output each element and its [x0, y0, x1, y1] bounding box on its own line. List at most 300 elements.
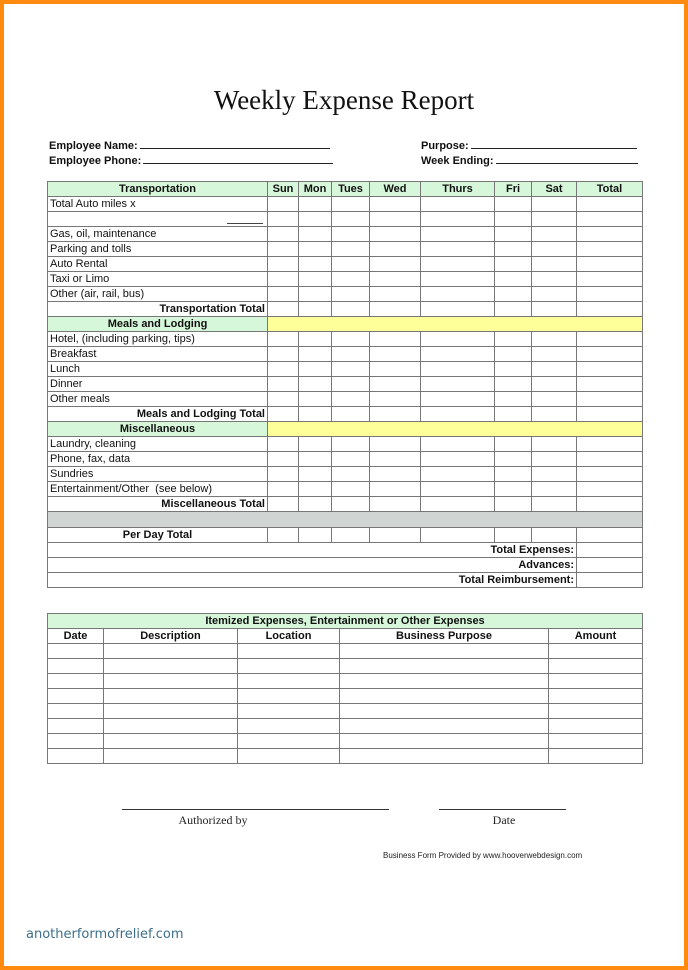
misc-yellow-band — [268, 422, 643, 437]
cell-mon[interactable] — [299, 392, 332, 407]
table-row — [48, 347, 643, 362]
date-label: Date — [492, 813, 516, 827]
cell-tues[interactable] — [332, 377, 370, 392]
cell-thurs[interactable] — [421, 452, 495, 467]
cell-mon[interactable] — [299, 257, 332, 272]
col-header-location: Location — [238, 629, 340, 644]
employee-name-field[interactable] — [49, 137, 330, 152]
employee-name-label: Employee Name: — [49, 140, 138, 152]
cell-thurs[interactable] — [421, 528, 495, 543]
cell-tues[interactable] — [332, 212, 370, 227]
cell-wed[interactable] — [370, 197, 421, 212]
employee-phone-field[interactable] — [49, 152, 333, 167]
authorized-by-signature-line[interactable] — [122, 809, 389, 810]
expense-table-header — [48, 182, 643, 197]
cell-location[interactable] — [238, 659, 340, 674]
cell-mon[interactable] — [299, 347, 332, 362]
col-header-thurs: Thurs — [421, 182, 495, 197]
cell-sat[interactable] — [532, 197, 577, 212]
cell-date[interactable] — [48, 644, 104, 659]
row-label: Gas, oil, maintenance — [48, 227, 268, 242]
cell-fri[interactable] — [495, 497, 532, 512]
cell-sun[interactable] — [268, 528, 299, 543]
table-row — [48, 689, 643, 704]
cell-sun[interactable] — [268, 227, 299, 242]
cell-sat[interactable] — [532, 362, 577, 377]
cell-sun[interactable] — [268, 197, 299, 212]
cell-wed[interactable] — [370, 347, 421, 362]
cell-sun[interactable] — [268, 437, 299, 452]
cell-total[interactable] — [577, 197, 643, 212]
cell-total[interactable] — [577, 272, 643, 287]
table-row — [48, 257, 643, 272]
cell-tues[interactable] — [332, 227, 370, 242]
cell-amount[interactable] — [549, 719, 643, 734]
cell-total[interactable] — [577, 302, 643, 317]
cell-total[interactable] — [577, 482, 643, 497]
cell-fri[interactable] — [495, 332, 532, 347]
cell-mon[interactable] — [299, 242, 332, 257]
cell-tues[interactable] — [332, 528, 370, 543]
itemized-expenses-table — [47, 613, 643, 764]
cell-tues[interactable] — [332, 242, 370, 257]
itemized-title: Itemized Expenses, Entertainment or Other Expenses — [48, 614, 643, 629]
table-row — [48, 674, 643, 689]
cell-business-purpose[interactable] — [340, 689, 549, 704]
cell-description[interactable] — [104, 674, 238, 689]
cell-total[interactable] — [577, 377, 643, 392]
cell-date[interactable] — [48, 659, 104, 674]
cell-wed[interactable] — [370, 467, 421, 482]
cell-sat[interactable] — [532, 302, 577, 317]
table-row — [48, 197, 643, 212]
cell-tues[interactable] — [332, 497, 370, 512]
cell-mon[interactable] — [299, 302, 332, 317]
cell-sun[interactable] — [268, 332, 299, 347]
table-row — [48, 242, 643, 257]
table-row — [48, 287, 643, 302]
cell-thurs[interactable] — [421, 497, 495, 512]
cell-wed[interactable] — [370, 362, 421, 377]
cell-sat[interactable] — [532, 287, 577, 302]
per-day-total-label: Per Day Total — [48, 528, 268, 543]
cell-sun[interactable] — [268, 467, 299, 482]
total-expenses-label: Total Expenses: — [48, 543, 577, 558]
cell-business-purpose[interactable] — [340, 644, 549, 659]
expense-table — [47, 181, 643, 588]
cell-thurs[interactable] — [421, 467, 495, 482]
cell-thurs[interactable] — [421, 242, 495, 257]
row-label: Other meals — [48, 392, 268, 407]
cell-description[interactable] — [104, 689, 238, 704]
cell-amount[interactable] — [549, 674, 643, 689]
cell-sat[interactable] — [532, 452, 577, 467]
cell-tues[interactable] — [332, 362, 370, 377]
cell-business-purpose[interactable] — [340, 659, 549, 674]
cell-thurs[interactable] — [421, 347, 495, 362]
cell-mon[interactable] — [299, 482, 332, 497]
cell-amount[interactable] — [549, 659, 643, 674]
table-row — [48, 272, 643, 287]
cell-tues[interactable] — [332, 347, 370, 362]
cell-wed[interactable] — [370, 452, 421, 467]
cell-wed[interactable] — [370, 528, 421, 543]
cell-amount[interactable] — [549, 644, 643, 659]
cell-sat[interactable] — [532, 242, 577, 257]
table-row — [48, 482, 643, 497]
cell-tues[interactable] — [332, 272, 370, 287]
col-header-date: Date — [48, 629, 104, 644]
cell-location[interactable] — [238, 704, 340, 719]
cell-business-purpose[interactable] — [340, 704, 549, 719]
cell-sun[interactable] — [268, 347, 299, 362]
cell-wed[interactable] — [370, 497, 421, 512]
table-row — [48, 362, 643, 377]
cell-wed[interactable] — [370, 377, 421, 392]
cell-fri[interactable] — [495, 197, 532, 212]
cell-amount[interactable] — [549, 704, 643, 719]
table-row — [48, 704, 643, 719]
advances-label: Advances: — [48, 558, 577, 573]
cell-mon[interactable] — [299, 407, 332, 422]
table-row — [48, 437, 643, 452]
miles-rate-cell[interactable] — [48, 212, 268, 227]
cell-sun[interactable] — [268, 497, 299, 512]
cell-total[interactable] — [577, 227, 643, 242]
cell-sun[interactable] — [268, 257, 299, 272]
cell-sat[interactable] — [532, 497, 577, 512]
cell-sun[interactable] — [268, 377, 299, 392]
cell-thurs[interactable] — [421, 332, 495, 347]
cell-thurs[interactable] — [421, 392, 495, 407]
cell-thurs[interactable] — [421, 272, 495, 287]
cell-tues[interactable] — [332, 392, 370, 407]
cell-thurs[interactable] — [421, 212, 495, 227]
total-reimbursement-label: Total Reimbursement: — [48, 573, 577, 588]
itemized-header-row — [48, 629, 643, 644]
cell-tues[interactable] — [332, 302, 370, 317]
cell-fri[interactable] — [495, 482, 532, 497]
cell-description[interactable] — [104, 719, 238, 734]
cell-location[interactable] — [238, 674, 340, 689]
cell-thurs[interactable] — [421, 257, 495, 272]
cell-wed[interactable] — [370, 227, 421, 242]
cell-total[interactable] — [577, 242, 643, 257]
cell-wed[interactable] — [370, 302, 421, 317]
cell-sun[interactable] — [268, 242, 299, 257]
cell-mon[interactable] — [299, 287, 332, 302]
per-day-total-row — [48, 528, 643, 543]
cell-mon[interactable] — [299, 377, 332, 392]
cell-date[interactable] — [48, 674, 104, 689]
table-row — [48, 377, 643, 392]
purpose-line[interactable] — [471, 137, 637, 149]
cell-amount[interactable] — [549, 749, 643, 764]
col-header-mon: Mon — [299, 182, 332, 197]
advances-row — [48, 558, 643, 573]
transportation-total-row — [48, 302, 643, 317]
cell-location[interactable] — [238, 644, 340, 659]
cell-fri[interactable] — [495, 227, 532, 242]
cell-mon[interactable] — [299, 212, 332, 227]
row-label: Dinner — [48, 377, 268, 392]
purpose-field[interactable] — [421, 137, 637, 152]
cell-sat[interactable] — [532, 272, 577, 287]
cell-total[interactable] — [577, 497, 643, 512]
cell-sat[interactable] — [532, 257, 577, 272]
cell-sun[interactable] — [268, 302, 299, 317]
cell-business-purpose[interactable] — [340, 719, 549, 734]
cell-thurs[interactable] — [421, 302, 495, 317]
cell-wed[interactable] — [370, 242, 421, 257]
cell-date[interactable] — [48, 749, 104, 764]
cell-fri[interactable] — [495, 347, 532, 362]
cell-total[interactable] — [577, 287, 643, 302]
total-expenses-row — [48, 543, 643, 558]
row-label: Laundry, cleaning — [48, 437, 268, 452]
cell-total[interactable] — [577, 362, 643, 377]
meals-header-label: Meals and Lodging — [48, 317, 268, 332]
cell-mon[interactable] — [299, 197, 332, 212]
cell-sun[interactable] — [268, 482, 299, 497]
row-label: Taxi or Limo — [48, 272, 268, 287]
employee-phone-line[interactable] — [143, 152, 333, 164]
cell-wed[interactable] — [370, 257, 421, 272]
cell-description[interactable] — [104, 749, 238, 764]
cell-fri[interactable] — [495, 392, 532, 407]
cell-date[interactable] — [48, 704, 104, 719]
row-label: Parking and tolls — [48, 242, 268, 257]
cell-total[interactable] — [577, 437, 643, 452]
misc-header-label: Miscellaneous — [48, 422, 268, 437]
page-title: Weekly Expense Report — [213, 85, 475, 115]
cell-wed[interactable] — [370, 287, 421, 302]
row-label: Lunch — [48, 362, 268, 377]
cell-fri[interactable] — [495, 362, 532, 377]
cell-total[interactable] — [577, 528, 643, 543]
cell-mon[interactable] — [299, 467, 332, 482]
cell-thurs[interactable] — [421, 437, 495, 452]
cell-total[interactable] — [577, 347, 643, 362]
cell-amount[interactable] — [549, 689, 643, 704]
table-row — [48, 227, 643, 242]
table-row — [48, 749, 643, 764]
cell-sat[interactable] — [532, 377, 577, 392]
watermark-link[interactable]: anotherformofrelief.com — [26, 927, 184, 942]
cell-tues[interactable] — [332, 407, 370, 422]
cell-tues[interactable] — [332, 467, 370, 482]
cell-sat[interactable] — [532, 437, 577, 452]
table-row — [48, 644, 643, 659]
table-row — [48, 734, 643, 749]
cell-total[interactable] — [577, 212, 643, 227]
itemized-title-row — [48, 614, 643, 629]
cell-wed[interactable] — [370, 407, 421, 422]
col-header-amount: Amount — [549, 629, 643, 644]
miles-rate-line — [227, 215, 263, 224]
table-row — [48, 467, 643, 482]
cell-thurs[interactable] — [421, 377, 495, 392]
row-label: Sundries — [48, 467, 268, 482]
cell-total[interactable] — [577, 467, 643, 482]
cell-mon[interactable] — [299, 332, 332, 347]
cell-total[interactable] — [577, 332, 643, 347]
cell-fri[interactable] — [495, 212, 532, 227]
advances-value[interactable] — [577, 558, 643, 573]
cell-amount[interactable] — [549, 734, 643, 749]
cell-business-purpose[interactable] — [340, 749, 549, 764]
row-label: Total Auto miles x — [48, 197, 268, 212]
cell-tues[interactable] — [332, 452, 370, 467]
table-row — [48, 452, 643, 467]
misc-section-header — [48, 422, 643, 437]
col-header-total: Total — [577, 182, 643, 197]
transportation-total-label: Transportation Total — [48, 302, 268, 317]
row-label: Hotel, (including parking, tips) — [48, 332, 268, 347]
employee-phone-label: Employee Phone: — [49, 155, 142, 167]
misc-total-row — [48, 497, 643, 512]
cell-total[interactable] — [577, 407, 643, 422]
cell-mon[interactable] — [299, 227, 332, 242]
cell-date[interactable] — [48, 689, 104, 704]
cell-wed[interactable] — [370, 437, 421, 452]
cell-sun[interactable] — [268, 272, 299, 287]
meals-total-label: Meals and Lodging Total — [48, 407, 268, 422]
gray-band — [48, 512, 643, 528]
cell-thurs[interactable] — [421, 197, 495, 212]
cell-fri[interactable] — [495, 272, 532, 287]
meals-total-row — [48, 407, 643, 422]
cell-sat[interactable] — [532, 332, 577, 347]
row-label: Other (air, rail, bus) — [48, 287, 268, 302]
employee-name-line[interactable] — [140, 137, 330, 149]
cell-sat[interactable] — [532, 227, 577, 242]
table-row — [48, 392, 643, 407]
cell-wed[interactable] — [370, 332, 421, 347]
cell-mon[interactable] — [299, 528, 332, 543]
cell-fri[interactable] — [495, 302, 532, 317]
cell-tues[interactable] — [332, 437, 370, 452]
cell-fri[interactable] — [495, 467, 532, 482]
col-header-description: Description — [104, 629, 238, 644]
col-header-wed: Wed — [370, 182, 421, 197]
cell-thurs[interactable] — [421, 407, 495, 422]
cell-mon[interactable] — [299, 362, 332, 377]
cell-description[interactable] — [104, 659, 238, 674]
cell-sat[interactable] — [532, 392, 577, 407]
cell-sat[interactable] — [532, 212, 577, 227]
col-header-fri: Fri — [495, 182, 532, 197]
cell-fri[interactable] — [495, 377, 532, 392]
cell-mon[interactable] — [299, 272, 332, 287]
cell-sat[interactable] — [532, 528, 577, 543]
col-header-business-purpose: Business Purpose — [340, 629, 549, 644]
cell-sat[interactable] — [532, 407, 577, 422]
col-header-sun: Sun — [268, 182, 299, 197]
cell-date[interactable] — [48, 719, 104, 734]
cell-tues[interactable] — [332, 197, 370, 212]
cell-thurs[interactable] — [421, 362, 495, 377]
cell-fri[interactable] — [495, 528, 532, 543]
cell-business-purpose[interactable] — [340, 674, 549, 689]
cell-sun[interactable] — [268, 407, 299, 422]
cell-fri[interactable] — [495, 407, 532, 422]
cell-mon[interactable] — [299, 497, 332, 512]
table-row — [48, 212, 643, 227]
row-label: Entertainment/Other (see below) — [48, 482, 268, 497]
cell-description[interactable] — [104, 734, 238, 749]
cell-sat[interactable] — [532, 482, 577, 497]
col-header-sat: Sat — [532, 182, 577, 197]
meals-yellow-band — [268, 317, 643, 332]
cell-location[interactable] — [238, 689, 340, 704]
cell-sun[interactable] — [268, 362, 299, 377]
gray-separator-row — [48, 512, 643, 528]
col-header-tues: Tues — [332, 182, 370, 197]
cell-fri[interactable] — [495, 437, 532, 452]
week-ending-field[interactable] — [421, 152, 638, 167]
row-label: Auto Rental — [48, 257, 268, 272]
cell-description[interactable] — [104, 704, 238, 719]
total-expenses-value[interactable] — [577, 543, 643, 558]
cell-total[interactable] — [577, 257, 643, 272]
cell-wed[interactable] — [370, 212, 421, 227]
date-signature-line[interactable] — [439, 809, 566, 810]
meals-section-header — [48, 317, 643, 332]
cell-wed[interactable] — [370, 392, 421, 407]
cell-date[interactable] — [48, 734, 104, 749]
cell-description[interactable] — [104, 644, 238, 659]
form-credit: Business Form Provided by www.hooverwebdesign.com — [383, 851, 583, 860]
cell-fri[interactable] — [495, 242, 532, 257]
total-reimbursement-row — [48, 573, 643, 588]
cell-thurs[interactable] — [421, 287, 495, 302]
cell-location[interactable] — [238, 749, 340, 764]
row-label: Breakfast — [48, 347, 268, 362]
cell-fri[interactable] — [495, 257, 532, 272]
cell-total[interactable] — [577, 452, 643, 467]
cell-business-purpose[interactable] — [340, 734, 549, 749]
cell-fri[interactable] — [495, 452, 532, 467]
cell-sun[interactable] — [268, 452, 299, 467]
table-row — [48, 332, 643, 347]
cell-sun[interactable] — [268, 392, 299, 407]
authorized-by-label: Authorized by — [178, 813, 248, 827]
cell-wed[interactable] — [370, 272, 421, 287]
cell-sat[interactable] — [532, 347, 577, 362]
cell-sun[interactable] — [268, 287, 299, 302]
cell-tues[interactable] — [332, 332, 370, 347]
cell-location[interactable] — [238, 719, 340, 734]
cell-tues[interactable] — [332, 482, 370, 497]
cell-thurs[interactable] — [421, 227, 495, 242]
cell-sun[interactable] — [268, 212, 299, 227]
cell-location[interactable] — [238, 734, 340, 749]
cell-wed[interactable] — [370, 482, 421, 497]
cell-tues[interactable] — [332, 257, 370, 272]
cell-mon[interactable] — [299, 437, 332, 452]
cell-tues[interactable] — [332, 287, 370, 302]
cell-mon[interactable] — [299, 452, 332, 467]
cell-total[interactable] — [577, 392, 643, 407]
row-label: Phone, fax, data — [48, 452, 268, 467]
cell-thurs[interactable] — [421, 482, 495, 497]
table-row — [48, 659, 643, 674]
total-reimbursement-value[interactable] — [577, 573, 643, 588]
week-ending-line[interactable] — [496, 152, 638, 164]
cell-sat[interactable] — [532, 467, 577, 482]
cell-fri[interactable] — [495, 287, 532, 302]
